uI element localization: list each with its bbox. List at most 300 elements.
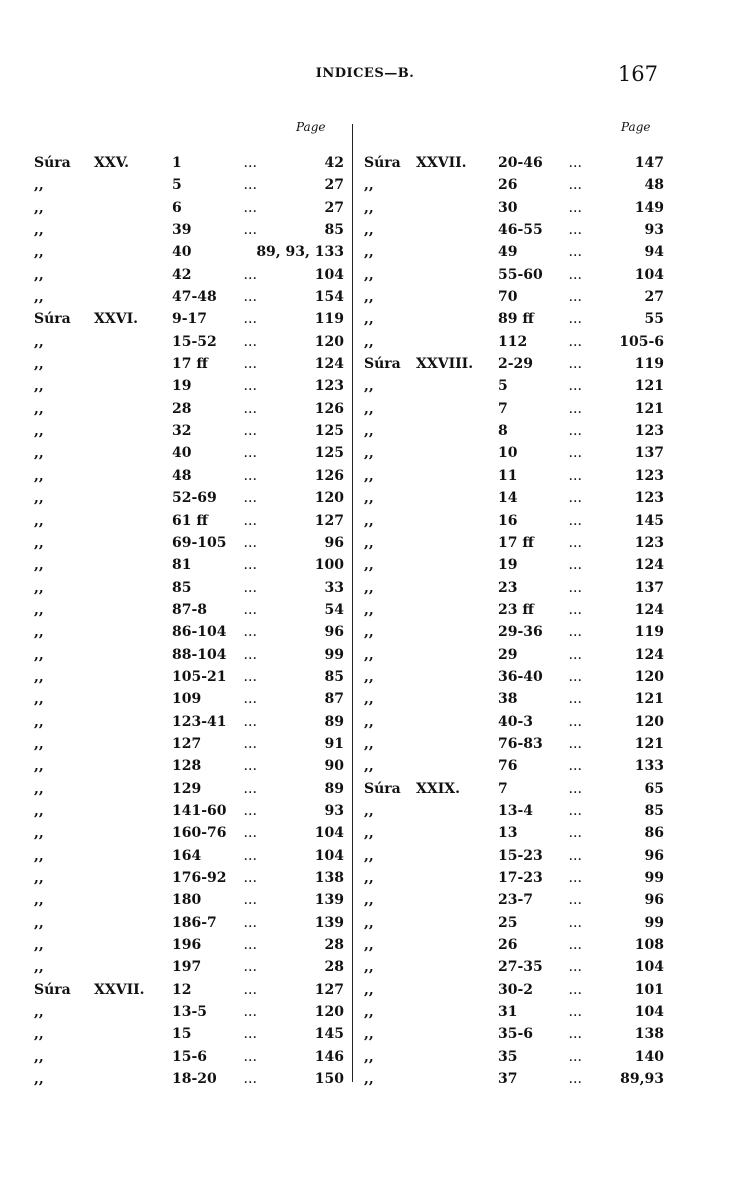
page-reference: 28: [324, 959, 344, 976]
index-entry: [34, 200, 344, 222]
index-entry: [34, 1026, 344, 1048]
index-entry: [364, 177, 664, 199]
page-reference: 138: [634, 1026, 664, 1043]
page-reference: 99: [644, 914, 664, 931]
verse-reference: 26: [498, 937, 518, 954]
verse-reference: 13: [498, 825, 518, 842]
verse-reference: 176-92: [172, 870, 227, 886]
index-entry: [364, 222, 664, 244]
sura-label: ,,: [364, 624, 374, 641]
leader-dots: ...: [244, 672, 258, 684]
verse-reference: 46-55: [498, 222, 543, 239]
page-reference: 65: [644, 780, 664, 797]
index-entry: [34, 490, 344, 512]
sura-label: ,,: [364, 423, 374, 440]
leader-dots: ...: [244, 628, 258, 640]
index-entry: [34, 714, 344, 736]
verse-reference: 15-23: [498, 847, 543, 864]
sura-label: ,,: [34, 1004, 44, 1021]
leader-dots: ...: [244, 806, 258, 818]
page-reference: 120: [314, 1004, 344, 1021]
leader-dots: ...: [569, 494, 583, 506]
verse-reference: 123-41: [172, 713, 227, 730]
page-reference: 121: [634, 691, 664, 708]
sura-label: ,,: [34, 289, 44, 306]
index-entry: [364, 401, 664, 423]
verse-reference: 15: [172, 1026, 192, 1043]
sura-label: ,,: [34, 1026, 44, 1043]
page-reference: 93: [324, 802, 344, 819]
verse-reference: 1: [172, 155, 182, 171]
sura-label: ,,: [364, 892, 374, 909]
leader-dots: ...: [569, 360, 583, 372]
verse-reference: 19: [498, 557, 518, 574]
page-reference: 48: [644, 177, 664, 194]
leader-dots: ...: [569, 226, 583, 238]
leader-dots: ...: [569, 427, 583, 439]
page-reference: 104: [314, 825, 344, 842]
index-entry: [364, 557, 664, 579]
index-entry: [34, 289, 344, 311]
index-entry: [34, 624, 344, 646]
leader-dots: ...: [244, 315, 258, 327]
sura-label: ,,: [364, 758, 374, 775]
verse-reference: 17 ff: [172, 356, 208, 373]
index-entry: [34, 959, 344, 981]
leader-dots: ...: [244, 605, 258, 617]
sura-label: ,,: [364, 557, 374, 574]
verse-reference: 39: [172, 222, 192, 239]
index-entry: [34, 1049, 344, 1071]
verse-reference: 23-7: [498, 892, 534, 909]
index-entry: [364, 803, 664, 825]
sura-label: ,,: [364, 177, 374, 194]
index-entry: [364, 267, 664, 289]
page-reference: 85: [324, 668, 344, 685]
index-entry: [364, 915, 664, 937]
leader-dots: ...: [244, 561, 258, 573]
leader-dots: ...: [244, 784, 258, 796]
verse-reference: 40: [172, 445, 192, 462]
sura-label: ,,: [34, 266, 44, 283]
sura-label: ,,: [34, 557, 44, 574]
sura-label: ,,: [34, 691, 44, 708]
sura-label: ,,: [364, 266, 374, 283]
page-reference: 123: [314, 378, 344, 395]
index-entry: [34, 1071, 344, 1093]
page-reference: 123: [634, 467, 664, 484]
sura-label: ,,: [34, 333, 44, 350]
leader-dots: ...: [244, 717, 258, 729]
sura-number: XXVI.: [94, 311, 139, 328]
page-reference: 119: [314, 311, 344, 328]
page-reference: 121: [634, 400, 664, 417]
leader-dots: ...: [244, 650, 258, 662]
leader-dots: ...: [569, 449, 583, 461]
sura-label: ,,: [364, 1026, 374, 1043]
leader-dots: ...: [244, 918, 258, 930]
verse-reference: 87-8: [172, 601, 208, 618]
page-reference: 87: [324, 691, 344, 708]
index-entry: [34, 401, 344, 423]
leader-dots: ...: [569, 315, 583, 327]
leader-dots: ...: [244, 293, 258, 305]
sura-label: ,,: [34, 445, 44, 462]
sura-label: ,,: [34, 222, 44, 239]
page-reference: 100: [314, 557, 344, 574]
leader-dots: ...: [569, 874, 583, 885]
page-reference: 127: [314, 512, 344, 529]
sura-label: ,,: [34, 758, 44, 775]
index-entry: [364, 468, 664, 490]
sura-label: ,,: [364, 289, 374, 306]
leader-dots: ...: [244, 226, 258, 238]
page-reference: 120: [634, 668, 664, 685]
sura-label: ,,: [364, 870, 374, 886]
sura-label: ,,: [34, 601, 44, 618]
page-reference: 96: [644, 847, 664, 864]
column-divider: [352, 124, 353, 1082]
sura-label: ,,: [34, 780, 44, 797]
index-entry: [34, 647, 344, 669]
page-reference: 33: [324, 579, 344, 596]
index-entry: [34, 334, 344, 356]
leader-dots: ...: [569, 583, 583, 595]
index-entry: [364, 580, 664, 602]
page-reference: 89: [324, 713, 344, 730]
page-reference: 99: [644, 870, 664, 886]
verse-reference: 81: [172, 557, 192, 574]
index-entry: [364, 1004, 664, 1026]
page-reference: 146: [314, 1048, 344, 1065]
verse-reference: 38: [498, 691, 518, 708]
verse-reference: 20-46: [498, 155, 543, 171]
page-reference: 89: [324, 780, 344, 797]
page-reference: 54: [324, 601, 344, 618]
verse-reference: 32: [172, 423, 192, 440]
sura-label: ,,: [34, 244, 44, 261]
sura-label: ,,: [364, 333, 374, 350]
sura-label: ,,: [34, 512, 44, 529]
verse-reference: 128: [172, 758, 202, 775]
index-entry: [34, 892, 344, 914]
verse-reference: 25: [498, 914, 518, 931]
leader-dots: ...: [244, 494, 258, 506]
index-entry: [364, 244, 664, 266]
index-entry: [34, 758, 344, 780]
page-reference: 149: [634, 199, 664, 216]
index-entry: [34, 691, 344, 713]
page-reference: 105-6: [619, 333, 664, 350]
index-entry: [364, 490, 664, 512]
index-entry: [364, 155, 664, 177]
verse-reference: 19: [172, 378, 192, 395]
page-reference: 104: [314, 266, 344, 283]
verse-reference: 5: [498, 378, 508, 395]
index-entry: [34, 825, 344, 847]
leader-dots: ...: [569, 695, 583, 707]
leader-dots: ...: [569, 717, 583, 729]
verse-reference: 5: [172, 177, 182, 194]
verse-reference: 47-48: [172, 289, 217, 306]
verse-reference: 52-69: [172, 490, 217, 507]
leader-dots: ...: [569, 650, 583, 662]
index-entry: [364, 736, 664, 758]
sura-label: ,,: [34, 870, 44, 886]
page-reference: 90: [324, 758, 344, 775]
index-entry: [34, 423, 344, 445]
verse-reference: 6: [172, 199, 182, 216]
leader-dots: ...: [569, 963, 583, 975]
left-index-column: [34, 155, 344, 1093]
page-reference: 27: [644, 289, 664, 306]
page-reference: 96: [324, 624, 344, 641]
index-entry: [364, 781, 664, 803]
page-reference: 124: [634, 557, 664, 574]
sura-label: Súra: [364, 155, 401, 171]
verse-reference: 160-76: [172, 825, 227, 842]
page-reference: 93: [644, 222, 664, 239]
page-reference: 123: [634, 490, 664, 507]
verse-reference: 10: [498, 445, 518, 462]
sura-label: ,,: [364, 400, 374, 417]
sura-label: ,,: [34, 534, 44, 551]
page-reference: 28: [324, 937, 344, 954]
index-entry: [364, 535, 664, 557]
page-reference: 124: [634, 646, 664, 663]
index-entry: [34, 736, 344, 758]
verse-reference: 196: [172, 937, 202, 954]
index-entry: [34, 513, 344, 535]
verse-reference: 16: [498, 512, 518, 529]
verse-reference: 76-83: [498, 735, 543, 752]
sura-label: ,,: [34, 467, 44, 484]
index-entry: [34, 937, 344, 959]
leader-dots: ...: [569, 203, 583, 215]
sura-label: ,,: [34, 735, 44, 752]
index-entry: [364, 423, 664, 445]
sura-label: ,,: [364, 937, 374, 954]
page-reference: 99: [324, 646, 344, 663]
verse-reference: 23: [498, 579, 518, 596]
index-entry: [34, 177, 344, 199]
verse-reference: 186-7: [172, 914, 217, 931]
index-entry: [34, 669, 344, 691]
leader-dots: ...: [569, 918, 583, 930]
sura-label: Súra: [34, 981, 71, 998]
index-entry: [364, 937, 664, 959]
leader-dots: ...: [569, 829, 583, 841]
verse-reference: 180: [172, 892, 202, 909]
sura-label: ,,: [34, 668, 44, 685]
sura-label: ,,: [364, 601, 374, 618]
page-reference: 120: [314, 490, 344, 507]
sura-label: ,,: [364, 311, 374, 328]
page-reference: 140: [634, 1048, 664, 1065]
verse-reference: 127: [172, 735, 202, 752]
page-reference: 96: [644, 892, 664, 909]
page-reference: 124: [314, 356, 344, 373]
page-column-label-right: Page: [621, 120, 651, 134]
sura-number: XXVII.: [94, 981, 145, 998]
page-reference: 139: [314, 892, 344, 909]
verse-reference: 112: [498, 333, 528, 350]
page-reference: 127: [314, 981, 344, 998]
page-reference: 120: [634, 713, 664, 730]
page-reference: 86: [644, 825, 664, 842]
index-entry: [34, 781, 344, 803]
verse-reference: 13-5: [172, 1004, 208, 1021]
index-entry: [364, 445, 664, 467]
page-reference: 27: [324, 199, 344, 216]
verse-reference: 164: [172, 847, 202, 864]
sura-label: Súra: [34, 155, 71, 171]
sura-label: ,,: [364, 825, 374, 842]
verse-reference: 18-20: [172, 1071, 217, 1088]
verse-reference: 86-104: [172, 624, 227, 641]
leader-dots: ...: [244, 1030, 258, 1042]
leader-dots: ...: [569, 851, 583, 863]
leader-dots: ...: [569, 784, 583, 796]
page-reference: 150: [314, 1071, 344, 1088]
sura-label: ,,: [364, 735, 374, 752]
page-reference: 55: [644, 311, 664, 328]
leader-dots: ...: [244, 427, 258, 439]
leader-dots: ...: [244, 739, 258, 751]
verse-reference: 88-104: [172, 646, 227, 663]
index-entry: [364, 691, 664, 713]
sura-label: ,,: [364, 1004, 374, 1021]
sura-label: ,,: [364, 534, 374, 551]
verse-reference: 7: [498, 780, 508, 797]
page-reference: 89, 93, 133: [256, 244, 344, 261]
verse-reference: 40-3: [498, 713, 534, 730]
page-reference: 96: [324, 534, 344, 551]
verse-reference: 49: [498, 244, 518, 261]
leader-dots: ...: [244, 896, 258, 908]
leader-dots: ...: [569, 181, 583, 193]
leader-dots: ...: [569, 516, 583, 528]
sura-label: ,,: [364, 1048, 374, 1065]
verse-reference: 27-35: [498, 959, 543, 976]
index-entry: [34, 222, 344, 244]
leader-dots: ...: [569, 159, 583, 170]
page-reference: 121: [634, 735, 664, 752]
leader-dots: ...: [244, 382, 258, 394]
verse-reference: 12: [172, 981, 192, 998]
sura-label: ,,: [364, 959, 374, 976]
index-entry: [364, 356, 664, 378]
page-reference: 133: [634, 758, 664, 775]
leader-dots: ...: [244, 1075, 258, 1087]
index-entry: [34, 244, 344, 266]
sura-label: ,,: [364, 847, 374, 864]
sura-label: ,,: [364, 1071, 374, 1088]
verse-reference: 30: [498, 199, 518, 216]
verse-reference: 37: [498, 1071, 518, 1088]
leader-dots: ...: [569, 561, 583, 573]
sura-label: ,,: [364, 512, 374, 529]
page-reference: 126: [314, 467, 344, 484]
sura-label: ,,: [364, 981, 374, 998]
index-entry: [364, 758, 664, 780]
verse-reference: 48: [172, 467, 192, 484]
leader-dots: ...: [244, 270, 258, 282]
page-reference: 91: [324, 735, 344, 752]
page-reference: 27: [324, 177, 344, 194]
verse-reference: 17-23: [498, 870, 543, 886]
page-reference: 147: [634, 155, 664, 171]
verse-reference: 26: [498, 177, 518, 194]
verse-reference: 29: [498, 646, 518, 663]
page-reference: 85: [324, 222, 344, 239]
verse-reference: 70: [498, 289, 518, 306]
verse-reference: 42: [172, 266, 192, 283]
leader-dots: ...: [569, 739, 583, 751]
index-entry: [364, 289, 664, 311]
index-entry: [34, 267, 344, 289]
verse-reference: 15-6: [172, 1048, 208, 1065]
sura-label: ,,: [34, 400, 44, 417]
index-entry: [34, 870, 344, 892]
verse-reference: 105-21: [172, 668, 227, 685]
index-entry: [34, 557, 344, 579]
verse-reference: 23 ff: [498, 601, 534, 618]
sura-label: ,,: [34, 937, 44, 954]
index-entry: [364, 624, 664, 646]
leader-dots: ...: [244, 941, 258, 953]
sura-label: Súra: [364, 356, 401, 373]
verse-reference: 17 ff: [498, 534, 534, 551]
leader-dots: ...: [569, 1052, 583, 1064]
index-entry: [34, 982, 344, 1004]
page-reference: 121: [634, 378, 664, 395]
leader-dots: ...: [244, 963, 258, 975]
page-reference: 119: [634, 356, 664, 373]
leader-dots: ...: [244, 1052, 258, 1064]
leader-dots: ...: [569, 806, 583, 818]
page-reference: 124: [634, 601, 664, 618]
leader-dots: ...: [569, 605, 583, 617]
page-reference: 126: [314, 400, 344, 417]
index-entry: [364, 378, 664, 400]
sura-label: ,,: [364, 668, 374, 685]
index-entry: [364, 825, 664, 847]
page-reference: 85: [644, 802, 664, 819]
sura-label: ,,: [364, 646, 374, 663]
running-head-title: INDICES—B.: [315, 66, 415, 81]
leader-dots: ...: [244, 449, 258, 461]
page-reference: 125: [314, 445, 344, 462]
verse-reference: 35: [498, 1048, 518, 1065]
sura-label: ,,: [34, 1048, 44, 1065]
leader-dots: ...: [244, 404, 258, 416]
verse-reference: 13-4: [498, 802, 534, 819]
leader-dots: ...: [569, 538, 583, 550]
verse-reference: 129: [172, 780, 202, 797]
page-reference: 145: [314, 1026, 344, 1043]
leader-dots: ...: [244, 695, 258, 707]
sura-label: ,,: [34, 914, 44, 931]
index-entry: [364, 1071, 664, 1093]
leader-dots: ...: [569, 471, 583, 483]
leader-dots: ...: [569, 1075, 583, 1087]
sura-label: ,,: [34, 1071, 44, 1088]
page-reference: 154: [314, 289, 344, 306]
page-reference: 42: [324, 155, 344, 171]
sura-label: ,,: [34, 177, 44, 194]
page-column-label-left: Page: [296, 120, 326, 134]
